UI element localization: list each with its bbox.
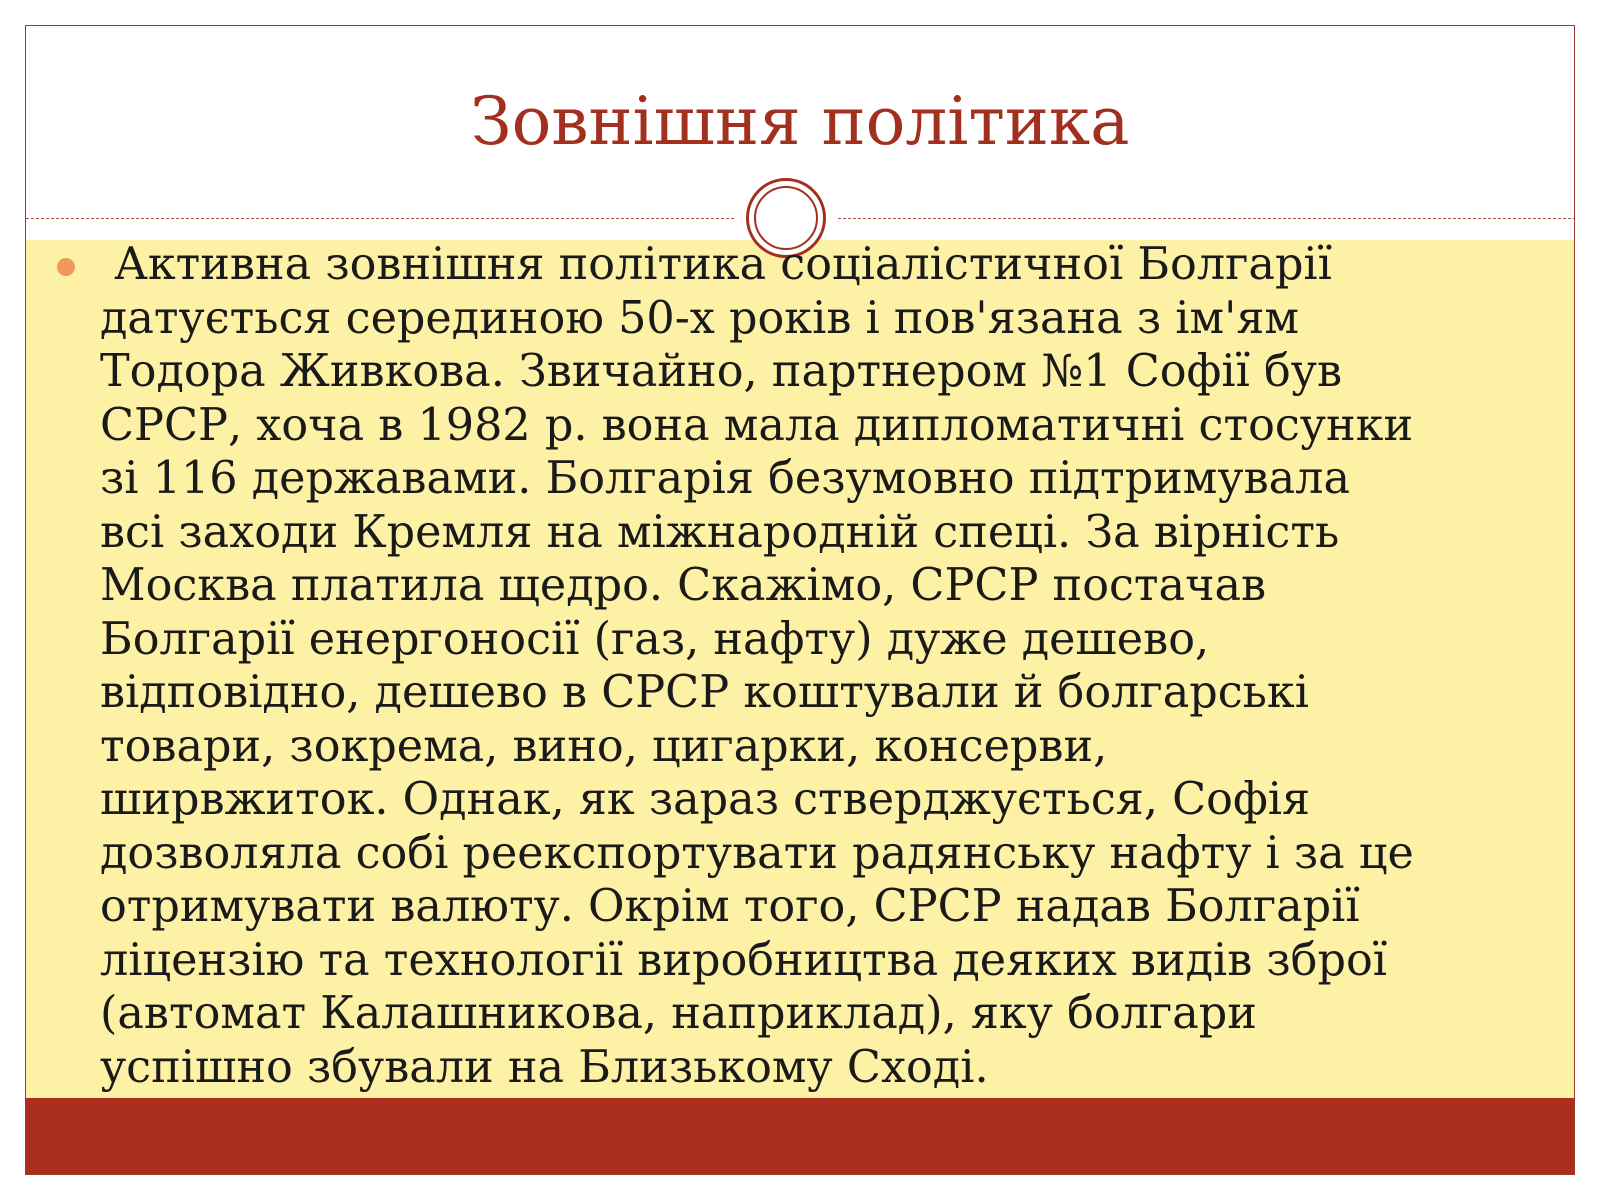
slide-title: Зовнішня політика bbox=[470, 83, 1130, 160]
slide bbox=[25, 25, 1575, 1175]
text-line: зі 116 державами. Болгарія безумовно підтримувала bbox=[100, 453, 1350, 504]
bullet-text bbox=[100, 238, 1540, 1094]
text-line: ширвжиток. Однак, як зараз стверджується, Софія bbox=[100, 774, 1311, 825]
text-line: Активна зовнішня політика соціалістичної Болгарії bbox=[100, 239, 1332, 290]
text-line: отримувати валюту. Окрім того, СРСР надав Болгарії bbox=[100, 881, 1360, 932]
text-line: всі заходи Кремля на міжнародній спеці. За вірність bbox=[100, 506, 1340, 558]
title-divider-left bbox=[26, 218, 734, 219]
text-line: Москва платила щедро. Скажімо, СРСР постачав bbox=[100, 560, 1267, 611]
text-line: ліцензію та технології виробництва деяких видів зброї bbox=[100, 934, 1387, 986]
text-line: успішно збували на Близькому Сході. bbox=[100, 1041, 989, 1093]
bullet-icon bbox=[57, 258, 75, 276]
title-divider-right bbox=[838, 218, 1575, 219]
text-line: дозволяла собі реекспортувати радянську нафту і за це bbox=[100, 827, 1414, 879]
text-line: відповідно, дешево в СРСР коштували й болгарські bbox=[100, 667, 1309, 718]
text-line: Болгарії енергоносії (газ, нафту) дуже дешево, bbox=[100, 613, 1210, 665]
bottom-bar bbox=[26, 1098, 1574, 1175]
text-line: Тодора Живкова. Звичайно, партнером №1 Софії був bbox=[100, 346, 1343, 397]
text-line: товари, зокрема, вино, цигарки, консерви, bbox=[100, 720, 1108, 772]
text-line: СРСР, хоча в 1982 р. вона мала дипломатичні стосунки bbox=[100, 399, 1414, 451]
text-line: датується серединою 50-х років і пов'язана з ім'ям bbox=[100, 292, 1300, 344]
text-line: (автомат Калашникова, наприклад), яку болгари bbox=[100, 988, 1257, 1039]
